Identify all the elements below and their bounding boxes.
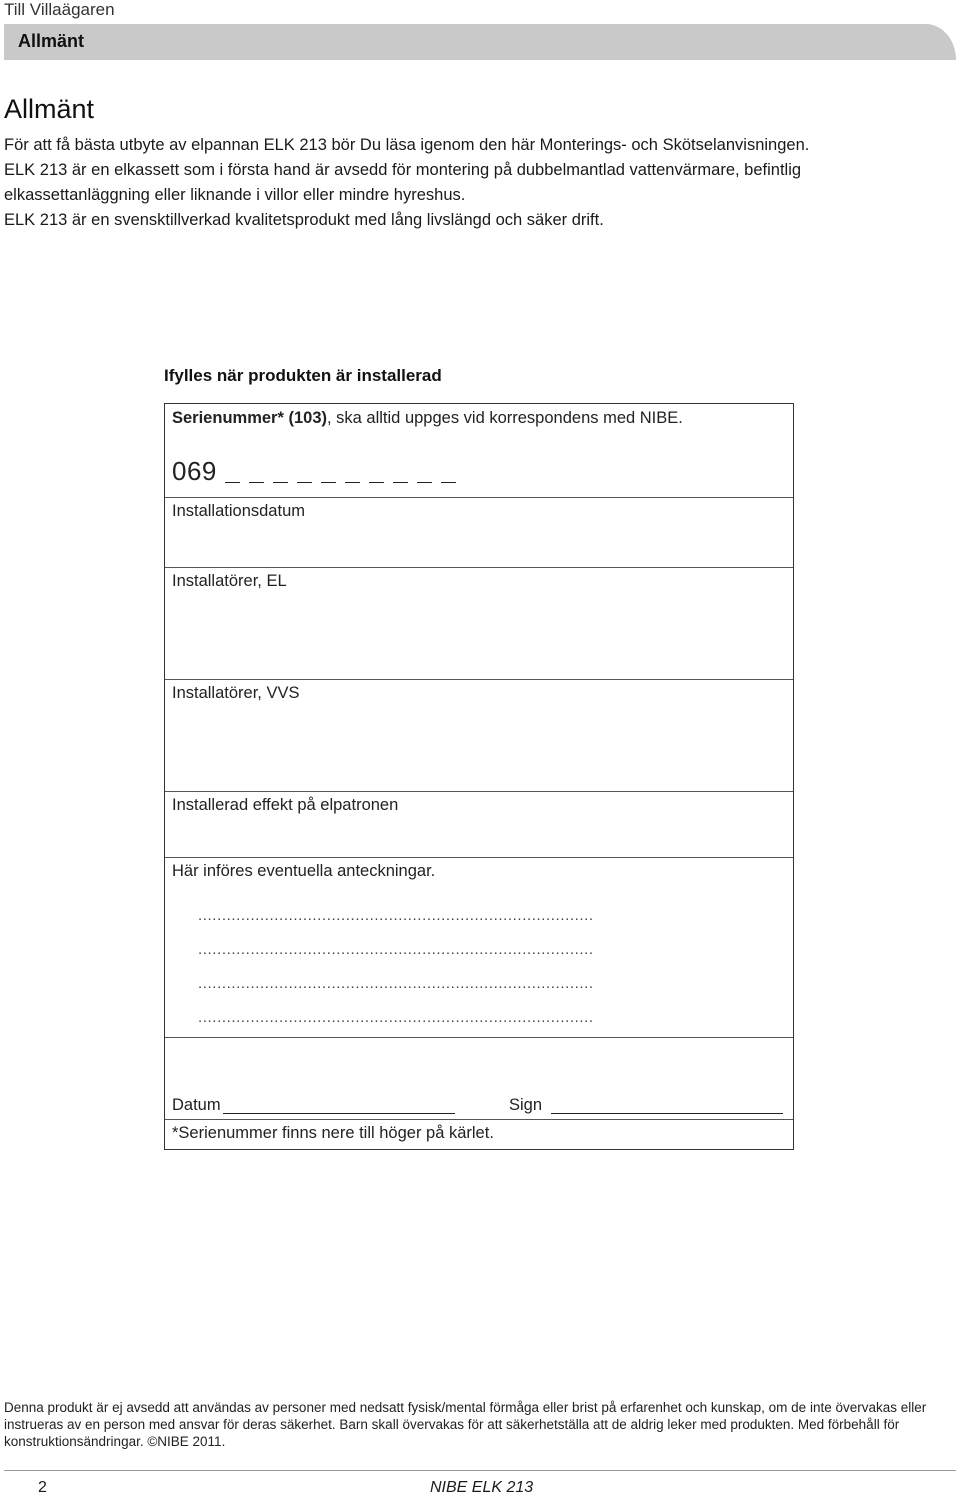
date-label: Datum — [172, 1096, 221, 1114]
page-number: 2 — [38, 1479, 47, 1496]
notes-label: Här införes eventuella anteckningar. — [172, 862, 436, 880]
serial-label — [172, 409, 683, 428]
sign-label: Sign — [509, 1096, 543, 1114]
notes-line-2[interactable]: ................................................................................... — [198, 941, 594, 958]
notes-line-3[interactable]: ................................................................................... — [198, 975, 594, 992]
installation-date-label: Installationsdatum — [172, 502, 305, 520]
installers-vvs-label: Installatörer, VVS — [172, 684, 300, 702]
notes-line-1[interactable]: ................................................................................... — [198, 907, 594, 924]
row-divider — [165, 679, 793, 680]
sign-line[interactable] — [551, 1113, 783, 1114]
serial-prefix: 069 — [172, 456, 217, 486]
breadcrumb: Till Villaägaren — [4, 0, 115, 19]
intro-paragraph-3: ELK 213 är en svensktillverkad kvalitetsprodukt med lång livslängd och säker drift. — [4, 211, 604, 229]
footer-divider — [4, 1470, 956, 1471]
row-divider — [165, 1119, 793, 1120]
intro-paragraph-2: ELK 213 är en elkassett som i första hand är avsedd för montering på dubbelmantlad vattenvärmare, befintlig elkassettanläggning eller liknande i villor eller mindre hyreshus. — [4, 161, 802, 204]
row-divider — [165, 497, 793, 498]
document-name: NIBE ELK 213 — [430, 1479, 534, 1496]
date-line[interactable] — [223, 1113, 455, 1114]
section-header-bar — [4, 24, 956, 60]
serial-label-rest: , ska alltid uppges vid korrespondens med NIBE. — [327, 409, 683, 427]
serial-label-bold: Serienummer* (103) — [172, 409, 327, 427]
notes-line-4[interactable]: ................................................................................... — [198, 1009, 594, 1026]
installation-form — [164, 403, 794, 1150]
section-header-title: Allmänt — [18, 31, 85, 51]
form-heading: Ifylles när produkten är installerad — [164, 366, 442, 385]
row-divider — [165, 857, 793, 858]
row-divider — [165, 1037, 793, 1038]
row-divider — [165, 567, 793, 568]
footer-disclaimer: Denna produkt är ej avsedd att användas av personer med nedsatt fysisk/mental förmåga eller brist på erfarenhet och kunskap, om de inte övervakas eller instrueras av en person med ansvar för deras säkerhet. Barn skall övervakas för att säkerhetställa att de aldrig leker med produkten. Med förbehåll för konstruktionsändringar. ©NIBE 2011. — [4, 1400, 927, 1449]
serial-footnote: *Serienummer finns nere till höger på kärlet. — [172, 1124, 494, 1142]
installed-power-label: Installerad effekt på elpatronen — [172, 796, 399, 814]
row-divider — [165, 791, 793, 792]
intro-paragraph-1: För att få bästa utbyte av elpannan ELK 213 bör Du läsa igenom den här Monterings- och Skötselanvisningen. — [4, 136, 810, 154]
page-title: Allmänt — [4, 94, 95, 124]
serial-blank-field[interactable] — [225, 482, 456, 483]
installers-el-label: Installatörer, EL — [172, 572, 287, 590]
intro-text — [4, 133, 944, 233]
